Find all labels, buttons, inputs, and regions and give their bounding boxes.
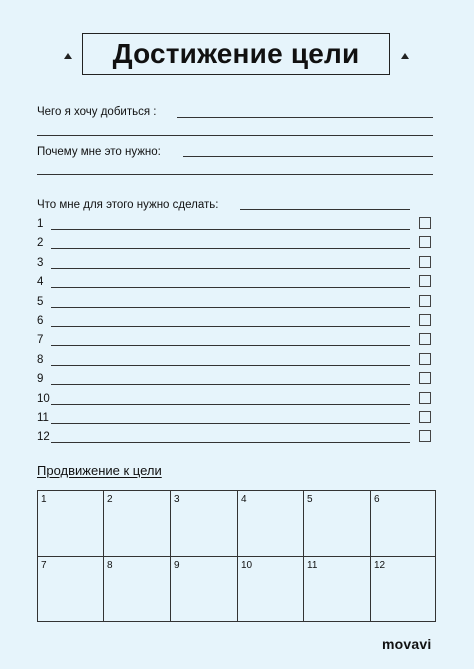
progress-cell[interactable]: 2 bbox=[104, 491, 171, 557]
task-line[interactable] bbox=[51, 287, 410, 288]
answer-line-actions[interactable] bbox=[240, 209, 410, 210]
triangle-right-icon bbox=[401, 53, 409, 59]
progress-cell[interactable]: 6 bbox=[371, 491, 435, 557]
task-number: 2 bbox=[37, 237, 44, 250]
task-line[interactable] bbox=[51, 307, 410, 308]
brand-logo: movavi bbox=[382, 636, 432, 652]
task-number: 10 bbox=[37, 392, 50, 405]
progress-cell[interactable]: 7 bbox=[38, 557, 104, 621]
task-number: 11 bbox=[37, 412, 49, 424]
task-number: 4 bbox=[37, 276, 44, 289]
task-checkbox[interactable] bbox=[419, 275, 431, 287]
progress-cell[interactable]: 3 bbox=[171, 491, 238, 557]
task-line[interactable] bbox=[51, 404, 410, 405]
task-checkbox[interactable] bbox=[419, 314, 431, 326]
progress-cell[interactable]: 5 bbox=[304, 491, 371, 557]
task-number: 5 bbox=[37, 295, 44, 308]
task-number: 9 bbox=[37, 373, 44, 386]
answer-line-goal-2[interactable] bbox=[37, 135, 433, 136]
task-checkbox[interactable] bbox=[419, 256, 431, 268]
task-line[interactable] bbox=[51, 248, 410, 249]
task-checkbox[interactable] bbox=[419, 430, 431, 442]
answer-line-reason-2[interactable] bbox=[37, 174, 433, 175]
question-reason-label: Почему мне это нужно: bbox=[37, 146, 161, 158]
task-checkbox[interactable] bbox=[419, 372, 431, 384]
task-checkbox[interactable] bbox=[419, 217, 431, 229]
page-title: Достижение цели bbox=[82, 33, 390, 75]
progress-cell[interactable]: 8 bbox=[104, 557, 171, 621]
task-line[interactable] bbox=[51, 384, 410, 385]
progress-cell[interactable]: 12 bbox=[374, 560, 386, 571]
question-goal-label: Чего я хочу добиться : bbox=[37, 106, 157, 118]
task-line[interactable] bbox=[51, 326, 410, 327]
task-checkbox[interactable] bbox=[419, 411, 431, 423]
task-number: 7 bbox=[37, 334, 44, 347]
progress-grid bbox=[37, 490, 436, 622]
progress-cell[interactable]: 9 bbox=[171, 557, 238, 621]
task-number: 1 bbox=[37, 218, 44, 230]
header bbox=[0, 0, 474, 90]
task-checkbox[interactable] bbox=[419, 236, 431, 248]
task-checkbox[interactable] bbox=[419, 333, 431, 345]
progress-title: Продвижение к цели bbox=[37, 463, 162, 478]
progress-cell[interactable]: 4 bbox=[238, 491, 304, 557]
answer-line-goal-1[interactable] bbox=[177, 117, 433, 118]
task-line[interactable] bbox=[51, 229, 410, 230]
answer-line-reason-1[interactable] bbox=[183, 156, 433, 157]
question-actions-label: Что мне для этого нужно сделать: bbox=[37, 199, 219, 211]
task-line[interactable] bbox=[51, 365, 410, 366]
task-checkbox[interactable] bbox=[419, 392, 431, 404]
task-number: 6 bbox=[37, 315, 44, 327]
task-number: 12 bbox=[37, 431, 50, 444]
task-number: 8 bbox=[37, 353, 44, 366]
task-line[interactable] bbox=[51, 423, 410, 424]
progress-cell[interactable]: 11 bbox=[304, 557, 371, 621]
task-checkbox[interactable] bbox=[419, 353, 431, 365]
progress-cell[interactable]: 10 bbox=[238, 557, 304, 621]
task-number: 3 bbox=[37, 256, 44, 269]
task-checkbox[interactable] bbox=[419, 295, 431, 307]
task-line[interactable] bbox=[51, 268, 410, 269]
progress-cell[interactable]: 1 bbox=[38, 491, 104, 557]
task-line[interactable] bbox=[51, 345, 410, 346]
triangle-left-icon bbox=[64, 53, 72, 59]
task-line[interactable] bbox=[51, 442, 410, 443]
